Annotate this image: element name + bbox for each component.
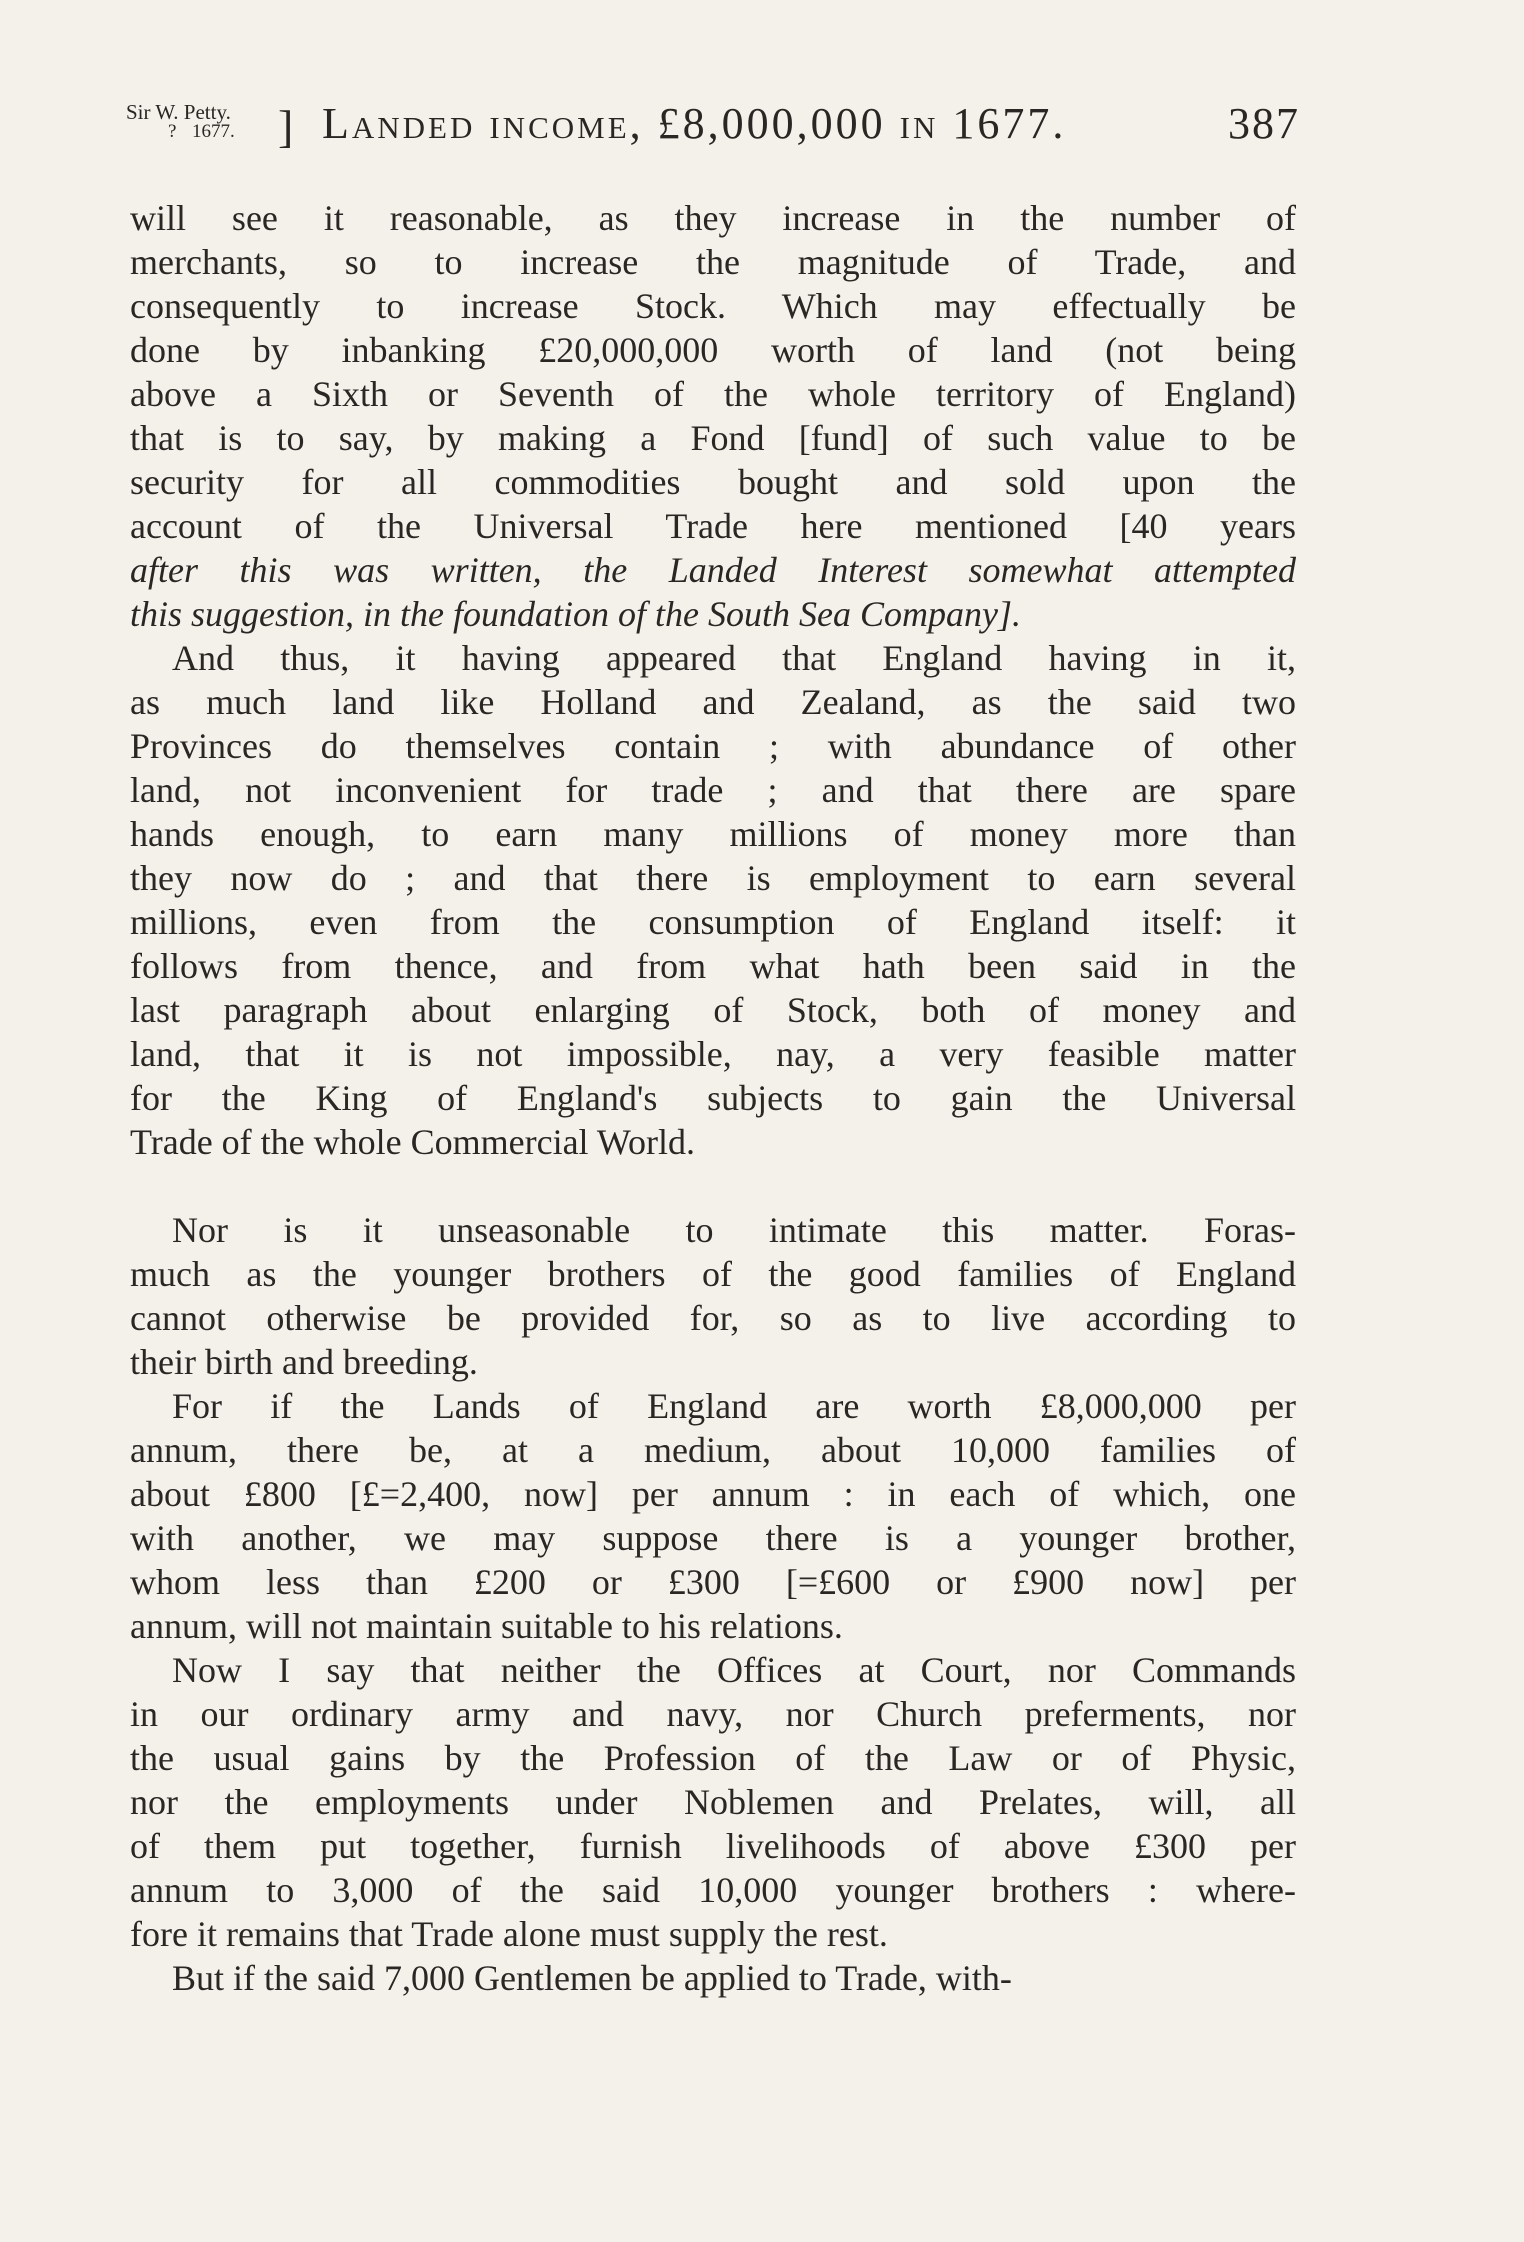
text-line: Trade of the whole Commercial World. [130, 1122, 695, 1162]
text-line: done by inbanking £20,000,000 worth of land (not being [130, 330, 1296, 370]
text-line: this suggestion, in the foundation of the South Sea Company]. [130, 594, 1021, 634]
text-line: nor the employments under Noblemen and Prelates, will, all [130, 1782, 1296, 1822]
margin-note-year: 1677. [192, 121, 235, 142]
text-line: will see it reasonable, as they increase in the number of [130, 198, 1296, 238]
text-line: annum, will not maintain suitable to his relations. [130, 1606, 843, 1646]
text-line: above a Sixth or Seventh of the whole territory of England) [130, 374, 1296, 414]
text-line: follows from thence, and from what hath been said in the [130, 946, 1296, 986]
margin-note-bracket: ] [278, 101, 294, 152]
text-line: hands enough, to earn many millions of money more than [130, 814, 1296, 854]
text-line: as much land like Holland and Zealand, as the said two [130, 682, 1296, 722]
text-line: whom less than £200 or £300 [=£600 or £900 now] per [130, 1562, 1296, 1602]
text-line: fore it remains that Trade alone must supply the rest. [130, 1914, 888, 1954]
text-line: merchants, so to increase the magnitude of Trade, and [130, 242, 1296, 282]
text-line: millions, even from the consumption of England itself: it [130, 902, 1296, 942]
text-line: But if the said 7,000 Gentlemen be applied to Trade, with- [172, 1958, 1012, 1998]
text-line: of them put together, furnish livelihoods of above £300 per [130, 1826, 1296, 1866]
margin-note-author: Sir W. Petty. [126, 100, 231, 124]
text-line: their birth and breeding. [130, 1342, 478, 1382]
margin-note-query: ? [168, 121, 177, 142]
text-line: for the King of England's subjects to gain the Universal [130, 1078, 1296, 1118]
text-line: about £800 [£=2,400, now] per annum : in each of which, one [130, 1474, 1296, 1514]
text-line: last paragraph about enlarging of Stock, both of money and [130, 990, 1296, 1030]
text-line: they now do ; and that there is employment to earn several [130, 858, 1296, 898]
page-number: 387 [1228, 99, 1300, 148]
text-line: after this was written, the Landed Interest somewhat attempted [130, 550, 1296, 590]
text-line: Provinces do themselves contain ; with abundance of other [130, 726, 1296, 766]
text-line: security for all commodities bought and sold upon the [130, 462, 1296, 502]
text-line: And thus, it having appeared that England having in it, [172, 638, 1296, 678]
text-line: land, not inconvenient for trade ; and that there are spare [130, 770, 1296, 810]
running-title: Landed income, £8,000,000 in 1677. [322, 99, 1067, 148]
text-line: For if the Lands of England are worth £8,000,000 per [172, 1386, 1296, 1426]
text-line: annum to 3,000 of the said 10,000 younger brothers : where- [130, 1870, 1296, 1910]
text-line: that is to say, by making a Fond [fund] of such value to be [130, 418, 1296, 458]
text-line: Now I say that neither the Offices at Court, nor Commands [172, 1650, 1296, 1690]
text-line: in our ordinary army and navy, nor Church preferments, nor [130, 1694, 1296, 1734]
text-line: Nor is it unseasonable to intimate this matter. Foras- [172, 1210, 1296, 1250]
text-line: land, that it is not impossible, nay, a very feasible matter [130, 1034, 1296, 1074]
text-line: annum, there be, at a medium, about 10,000 families of [130, 1430, 1296, 1470]
running-header [126, 96, 1300, 156]
text-line: consequently to increase Stock. Which may effectually be [130, 286, 1296, 326]
text-line: cannot otherwise be provided for, so as to live according to [130, 1298, 1296, 1338]
text-line: with another, we may suppose there is a younger brother, [130, 1518, 1296, 1558]
text-line: the usual gains by the Profession of the Law or of Physic, [130, 1738, 1296, 1778]
text-line: account of the Universal Trade here mentioned [40 years [130, 506, 1296, 546]
text-line: much as the younger brothers of the good families of England [130, 1254, 1296, 1294]
